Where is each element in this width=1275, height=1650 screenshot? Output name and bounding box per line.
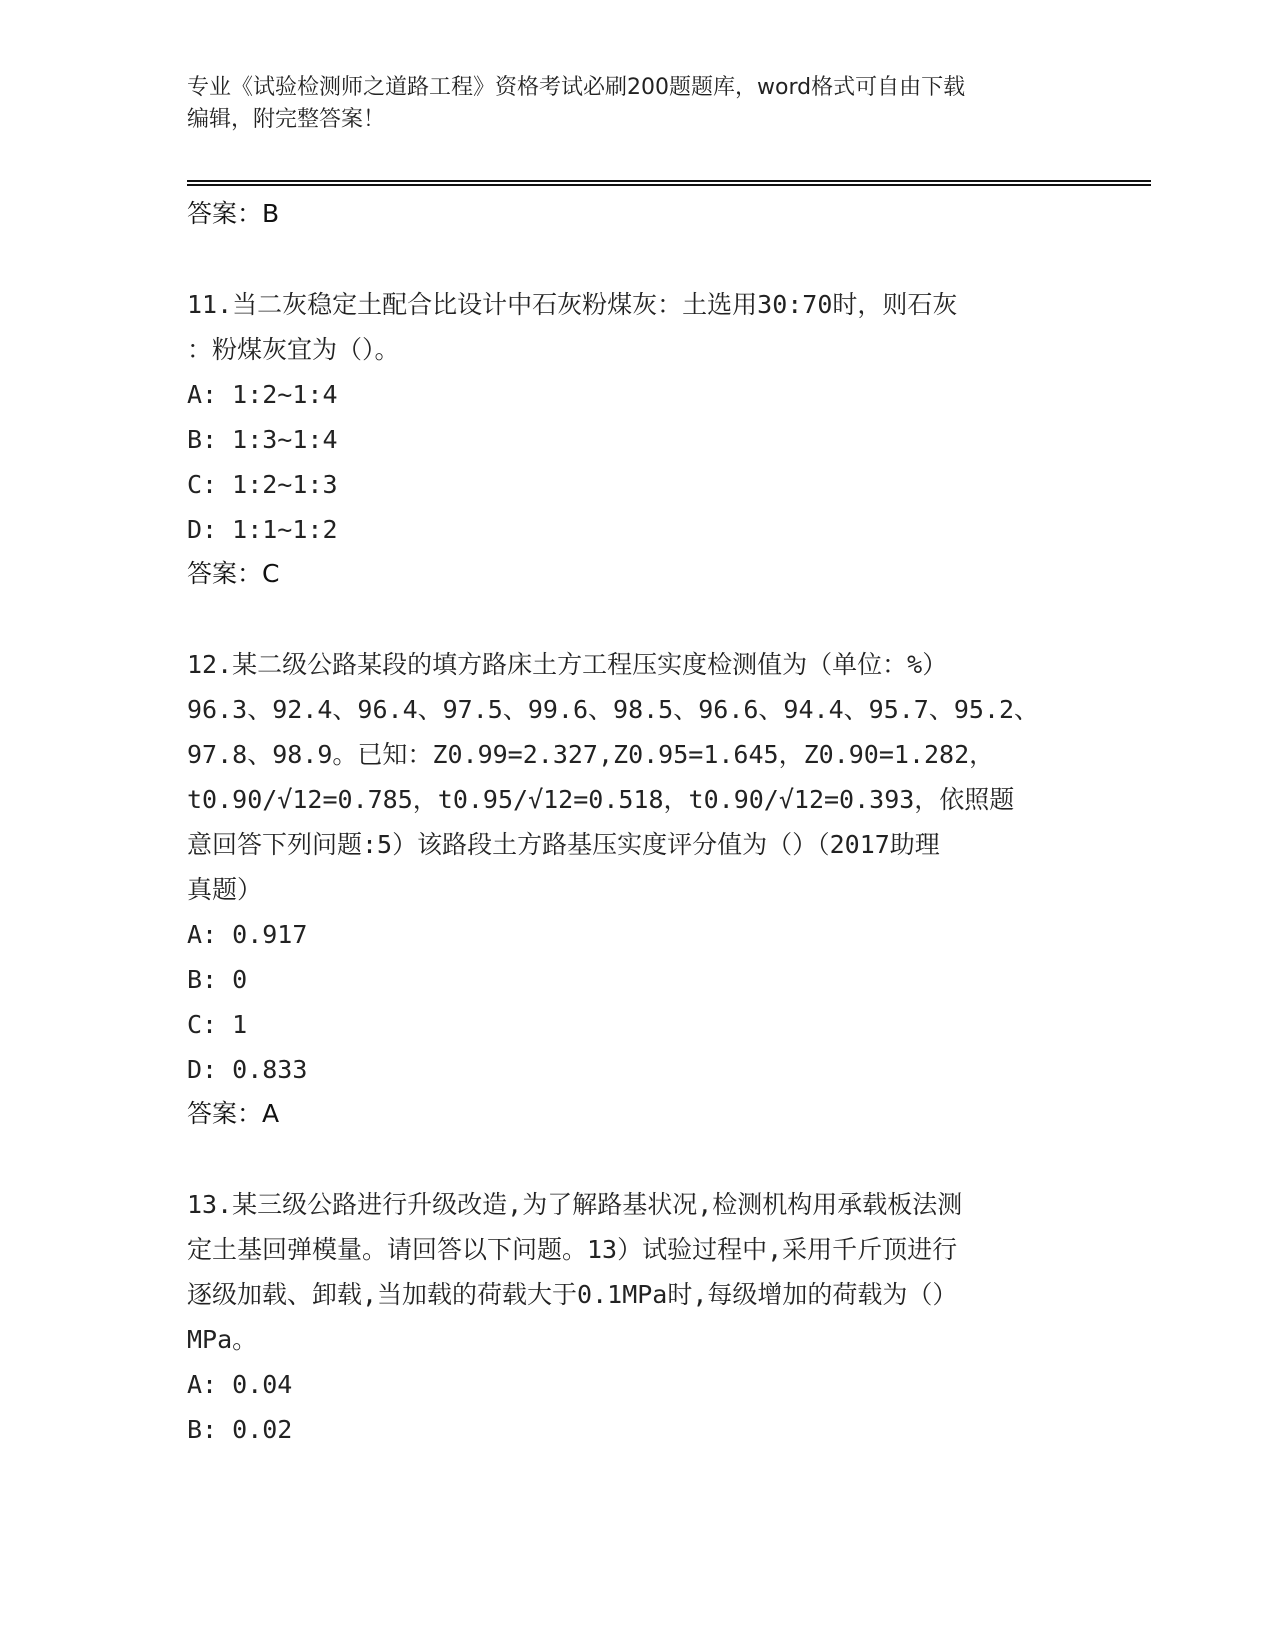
question-line: 13.某三级公路进行升级改造,为了解路基状况,检测机构用承载板法测 [187,1190,963,1219]
header-line-2: 编辑，附完整答案！ [187,107,386,132]
document-body [187,192,1087,1452]
question-line: 12.某二级公路某段的填方路床土方工程压实度检测值为（单位：%） [187,650,948,679]
option-d: D: 0.833 [187,1055,308,1084]
spacer [187,596,1087,642]
option-d: D: 1:1~1:2 [187,515,338,544]
option-b: B: 0.02 [187,1415,293,1444]
answer-line: 答案：A [187,1099,280,1128]
option-a: A: 1:2~1:4 [187,380,338,409]
question-text [187,1182,1087,1362]
page-header [187,72,1087,136]
question-line: 定土基回弹模量。请回答以下问题。13）试验过程中,采用千斤顶进行 [187,1235,958,1264]
question-line: 逐级加载、卸载,当加载的荷载大于0.1MPa时,每级增加的荷载为（） [187,1280,958,1309]
answer-line: 答案：B [187,199,280,228]
header-rule-bottom [187,184,1151,186]
question-line: 11.当二灰稳定土配合比设计中石灰粉煤灰：土选用30:70时，则石灰 [187,290,958,319]
question-line: 96.3、92.4、96.4、97.5、99.6、98.5、96.6、94.4、95.7、95.2、 [187,695,1040,724]
question-line: MPa。 [187,1325,258,1354]
header-line-1: 专业《试验检测师之道路工程》资格考试必刷200题题库，word格式可自由下载 [187,75,966,100]
option-c: C: 1:2~1:3 [187,470,338,499]
question-11 [187,282,1087,596]
question-text [187,642,1087,912]
option-b: B: 1:3~1:4 [187,425,338,454]
answer-line: 答案：C [187,559,280,588]
spacer [187,1136,1087,1182]
question-12 [187,642,1087,1136]
question-line: 97.8、98.9。已知：Z0.99=2.327,Z0.95=1.645，Z0.90=1.282， [187,740,995,769]
question-line: ：粉煤灰宜为（）。 [187,335,400,364]
question-13 [187,1182,1087,1452]
question-line: t0.90/√12=0.785，t0.95/√12=0.518，t0.90/√12=0.393，依照题 [187,785,1015,814]
question-line: 真题） [187,875,263,904]
question-line: 意回答下列问题:5）该路段土方路基压实度评分值为（）（2017助理 [187,830,940,859]
header-rule-top [187,180,1151,182]
spacer [187,236,1087,282]
question-text [187,282,1087,372]
option-c: C: 1 [187,1010,248,1039]
option-a: A: 0.04 [187,1370,293,1399]
option-a: A: 0.917 [187,920,308,949]
option-b: B: 0 [187,965,248,994]
